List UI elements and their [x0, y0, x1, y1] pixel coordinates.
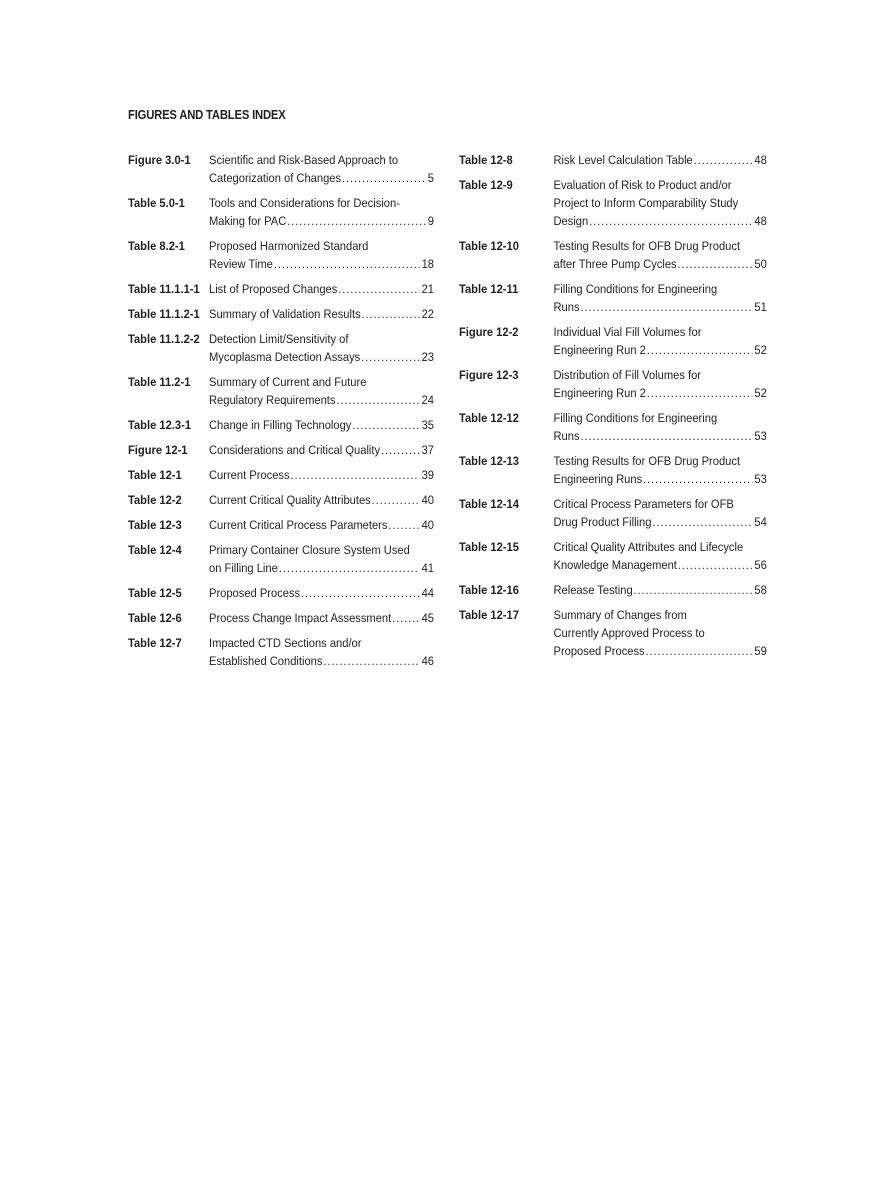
- entry-line: [209, 652, 434, 670]
- entry-title-text: Tools and Considerations for Decision-: [209, 196, 400, 210]
- dot-leader: [652, 513, 752, 531]
- entry-line: [554, 280, 767, 298]
- entry-line: [554, 176, 767, 194]
- entry-description: [209, 330, 434, 366]
- entry-line: [209, 237, 434, 255]
- page-number: 56: [754, 558, 767, 572]
- page-number: 52: [754, 386, 767, 400]
- entry-label: Table 12-16: [459, 583, 519, 597]
- entry-line: [554, 366, 767, 384]
- entry-description: [209, 373, 434, 409]
- entry-title-text: Filling Conditions for Engineering: [553, 282, 718, 296]
- index-entry: [459, 538, 767, 574]
- dot-leader: [678, 556, 753, 574]
- entry-line: [554, 427, 767, 445]
- entry-label: Figure 3.0-1: [128, 153, 191, 167]
- entry-title-text: Review Time: [209, 257, 273, 271]
- dot-leader: [274, 255, 420, 273]
- dot-leader: [338, 280, 420, 298]
- dot-leader: [372, 491, 420, 509]
- index-entry: [128, 373, 434, 409]
- dot-leader: [342, 169, 426, 187]
- entry-label: Table 12-13: [459, 454, 519, 468]
- page-number: 48: [754, 153, 767, 167]
- entry-description: [554, 237, 767, 273]
- index-entry: [459, 606, 767, 660]
- entry-title-text: Engineering Run 2: [553, 343, 646, 357]
- entry-title-text: Knowledge Management: [553, 558, 677, 572]
- entry-description: [209, 416, 434, 434]
- entry-description: [554, 452, 767, 488]
- entry-title-text: Primary Container Closure System Used: [209, 543, 410, 557]
- page-number: 23: [421, 350, 434, 364]
- entry-title-text: Established Conditions: [209, 654, 323, 668]
- index-entry: [459, 495, 767, 531]
- entry-title-text: Testing Results for OFB Drug Product: [553, 239, 741, 253]
- entry-label: Table 12-11: [459, 282, 519, 296]
- entry-title-text: Currently Approved Process to: [553, 626, 705, 640]
- entry-line: [209, 280, 434, 298]
- entry-line: [554, 495, 767, 513]
- page-number: 54: [754, 515, 767, 529]
- entry-line: [209, 330, 434, 348]
- entry-line: [554, 642, 767, 660]
- dot-leader: [352, 416, 420, 434]
- entry-title-text: Proposed Process: [553, 644, 645, 658]
- dot-leader: [647, 341, 753, 359]
- entry-description: [554, 366, 767, 402]
- entry-description: [209, 609, 434, 627]
- entry-line: [554, 409, 767, 427]
- entry-description: [209, 584, 434, 602]
- entry-title-text: Evaluation of Risk to Product and/or: [553, 178, 732, 192]
- entry-line: [554, 384, 767, 402]
- entry-line: [209, 348, 434, 366]
- index-entry: [128, 280, 434, 298]
- entry-description: [554, 176, 767, 230]
- page-number: 48: [754, 214, 767, 228]
- dot-leader: [388, 516, 419, 534]
- entry-description: [209, 280, 434, 298]
- dot-leader: [290, 466, 419, 484]
- entry-line: [209, 634, 434, 652]
- entry-title-text: Distribution of Fill Volumes for: [553, 368, 702, 382]
- entry-line: [209, 559, 434, 577]
- page-number: 18: [421, 257, 434, 271]
- entry-title-text: Change in Filling Technology: [209, 418, 352, 432]
- index-entry: [459, 323, 767, 359]
- dot-leader: [589, 212, 752, 230]
- entry-title-text: Individual Vial Fill Volumes for: [553, 325, 702, 339]
- entry-description: [209, 516, 434, 534]
- dot-leader: [580, 298, 752, 316]
- entry-description: [554, 151, 767, 169]
- entry-line: [209, 516, 434, 534]
- entry-label: Table 12-9: [459, 178, 513, 192]
- entry-label: Table 12-10: [459, 239, 519, 253]
- index-entry: [459, 581, 767, 599]
- index-entry: [128, 441, 434, 459]
- dot-leader: [279, 559, 420, 577]
- entry-label: Table 12-1: [128, 468, 182, 482]
- entry-title-text: Proposed Process: [209, 586, 301, 600]
- entry-title-text: after Three Pump Cycles: [553, 257, 677, 271]
- entry-description: [209, 151, 434, 187]
- entry-title-text: Design: [553, 214, 589, 228]
- entry-line: [209, 151, 434, 169]
- dot-leader: [694, 151, 753, 169]
- entry-description: [209, 237, 434, 273]
- dot-leader: [643, 470, 753, 488]
- page-number: 35: [421, 418, 434, 432]
- entry-line: [554, 581, 767, 599]
- dot-leader: [646, 642, 753, 660]
- page-number: 46: [421, 654, 434, 668]
- entry-title-text: Runs: [553, 429, 580, 443]
- entry-description: [554, 323, 767, 359]
- dot-leader: [381, 441, 420, 459]
- page-number: 5: [427, 171, 434, 185]
- dot-leader: [323, 652, 419, 670]
- dot-leader: [301, 584, 420, 602]
- entry-title-text: Summary of Validation Results: [209, 307, 361, 321]
- entry-label: Table 12-5: [128, 586, 182, 600]
- entry-title-text: Current Critical Quality Attributes: [209, 493, 371, 507]
- entry-title-text: Scientific and Risk-Based Approach to: [209, 153, 399, 167]
- entry-line: [209, 255, 434, 273]
- entry-label: Table 11.1.2-1: [128, 307, 200, 321]
- entry-line: [209, 584, 434, 602]
- page-number: 45: [421, 611, 434, 625]
- dot-leader: [634, 581, 753, 599]
- dot-leader: [647, 384, 753, 402]
- entry-title-text: Proposed Harmonized Standard: [209, 239, 369, 253]
- dot-leader: [678, 255, 753, 273]
- entry-title-text: Engineering Run 2: [553, 386, 646, 400]
- page-number: 58: [754, 583, 767, 597]
- entry-line: [209, 194, 434, 212]
- entry-label: Figure 12-1: [128, 443, 188, 457]
- entry-description: [554, 409, 767, 445]
- entry-label: Table 11.1.1-1: [128, 282, 200, 296]
- entry-line: [554, 470, 767, 488]
- entry-line: [554, 151, 767, 169]
- entry-label: Figure 12-3: [459, 368, 519, 382]
- page-number: 37: [421, 443, 434, 457]
- entry-title-text: Filling Conditions for Engineering: [553, 411, 718, 425]
- entry-line: [209, 373, 434, 391]
- dot-leader: [362, 305, 420, 323]
- page-number: 21: [421, 282, 434, 296]
- index-entry: [128, 516, 434, 534]
- entry-title-text: Summary of Changes from: [553, 608, 687, 622]
- entry-title-text: Risk Level Calculation Table: [553, 153, 693, 167]
- entry-line: [209, 212, 434, 230]
- index-entry: [459, 452, 767, 488]
- entry-line: [554, 255, 767, 273]
- entry-label: Table 12-12: [459, 411, 519, 425]
- entry-title-text: Testing Results for OFB Drug Product: [553, 454, 741, 468]
- page-number: 52: [754, 343, 767, 357]
- entry-title-text: Detection Limit/Sensitivity of: [209, 332, 349, 346]
- entry-label: Figure 12-2: [459, 325, 519, 339]
- entry-label: Table 12-15: [459, 540, 519, 554]
- entry-title-text: Critical Process Parameters for OFB: [553, 497, 734, 511]
- entry-label: Table 12-4: [128, 543, 182, 557]
- entry-line: [554, 513, 767, 531]
- entry-title-text: Current Process: [209, 468, 290, 482]
- entry-description: [554, 538, 767, 574]
- entry-label: Table 12.3-1: [128, 418, 192, 432]
- page-number: 9: [427, 214, 434, 228]
- page-number: 51: [754, 300, 767, 314]
- entry-label: Table 8.2-1: [128, 239, 185, 253]
- entry-title-text: Current Critical Process Parameters: [209, 518, 388, 532]
- entry-label: Table 12-2: [128, 493, 182, 507]
- entry-title-text: on Filling Line: [209, 561, 278, 575]
- entry-line: [554, 624, 767, 642]
- page-number: 53: [754, 472, 767, 486]
- entry-label: Table 12-14: [459, 497, 519, 511]
- entry-title-text: Considerations and Critical Quality: [209, 443, 381, 457]
- entry-title-text: Summary of Current and Future: [209, 375, 367, 389]
- index-entry: [128, 609, 434, 627]
- entry-label: Table 12-17: [459, 608, 519, 622]
- entry-title-text: Runs: [553, 300, 580, 314]
- entry-line: [209, 466, 434, 484]
- entry-line: [554, 194, 767, 212]
- entry-line: [209, 169, 434, 187]
- entry-description: [554, 581, 767, 599]
- entry-description: [209, 541, 434, 577]
- page-number: 53: [754, 429, 767, 443]
- entry-line: [209, 416, 434, 434]
- entry-title-text: Categorization of Changes: [209, 171, 342, 185]
- entry-line: [554, 606, 767, 624]
- entry-line: [554, 298, 767, 316]
- page-number: 39: [421, 468, 434, 482]
- dot-leader: [580, 427, 752, 445]
- index-entry: [128, 330, 434, 366]
- entry-line: [209, 609, 434, 627]
- index-entry: [128, 416, 434, 434]
- dot-leader: [336, 391, 419, 409]
- index-entry: [128, 541, 434, 577]
- dot-leader: [361, 348, 420, 366]
- index-entry: [459, 366, 767, 402]
- index-entry: [459, 409, 767, 445]
- entry-title-text: Impacted CTD Sections and/or: [209, 636, 362, 650]
- entry-title-text: Process Change Impact Assessment: [209, 611, 392, 625]
- index-entry: [128, 466, 434, 484]
- entry-line: [554, 556, 767, 574]
- page-number: 41: [421, 561, 434, 575]
- index-entry: [459, 151, 767, 169]
- index-entry: [459, 176, 767, 230]
- page-title: FIGURES AND TABLES INDEX: [128, 108, 286, 122]
- entry-title-text: List of Proposed Changes: [209, 282, 338, 296]
- entry-label: Table 12-3: [128, 518, 182, 532]
- index-entry: [459, 237, 767, 273]
- entry-label: Table 12-8: [459, 153, 513, 167]
- entry-title-text: Making for PAC: [209, 214, 287, 228]
- entry-description: [209, 491, 434, 509]
- entry-description: [554, 495, 767, 531]
- index-entry: [128, 634, 434, 670]
- entry-description: [209, 305, 434, 323]
- entry-line: [209, 541, 434, 559]
- entry-title-text: Engineering Runs: [553, 472, 643, 486]
- entry-description: [209, 466, 434, 484]
- index-entry: [128, 151, 434, 187]
- entry-label: Table 11.1.2-2: [128, 332, 200, 346]
- entry-line: [209, 305, 434, 323]
- page-number: 22: [421, 307, 434, 321]
- index-entry: [128, 194, 434, 230]
- entry-description: [554, 606, 767, 660]
- entry-title-text: Critical Quality Attributes and Lifecycle: [553, 540, 744, 554]
- entry-line: [554, 341, 767, 359]
- entry-label: Table 12-7: [128, 636, 182, 650]
- index-entry: [128, 584, 434, 602]
- index-entry: [128, 237, 434, 273]
- index-entry: [459, 280, 767, 316]
- index-entry: [128, 305, 434, 323]
- entry-description: [209, 194, 434, 230]
- dot-leader: [392, 609, 420, 627]
- entry-description: [209, 441, 434, 459]
- entry-line: [209, 491, 434, 509]
- page-number: 40: [421, 493, 434, 507]
- entry-label: Table 12-6: [128, 611, 182, 625]
- entry-label: Table 11.2-1: [128, 375, 191, 389]
- entry-line: [209, 391, 434, 409]
- entry-line: [554, 323, 767, 341]
- entry-line: [209, 441, 434, 459]
- entry-title-text: Project to Inform Comparability Study: [553, 196, 739, 210]
- entry-title-text: Drug Product Filling: [553, 515, 652, 529]
- entry-title-text: Regulatory Requirements: [209, 393, 336, 407]
- entry-line: [554, 538, 767, 556]
- entry-line: [554, 452, 767, 470]
- page-number: 40: [421, 518, 434, 532]
- entry-line: [554, 212, 767, 230]
- page-number: 24: [421, 393, 434, 407]
- page-number: 59: [754, 644, 767, 658]
- page-number: 50: [754, 257, 767, 271]
- dot-leader: [287, 212, 426, 230]
- entry-label: Table 5.0-1: [128, 196, 185, 210]
- entry-line: [554, 237, 767, 255]
- page-number: 44: [421, 586, 434, 600]
- entry-title-text: Mycoplasma Detection Assays: [209, 350, 361, 364]
- index-entry: [128, 491, 434, 509]
- entry-description: [209, 634, 434, 670]
- entry-description: [554, 280, 767, 316]
- entry-title-text: Release Testing: [553, 583, 633, 597]
